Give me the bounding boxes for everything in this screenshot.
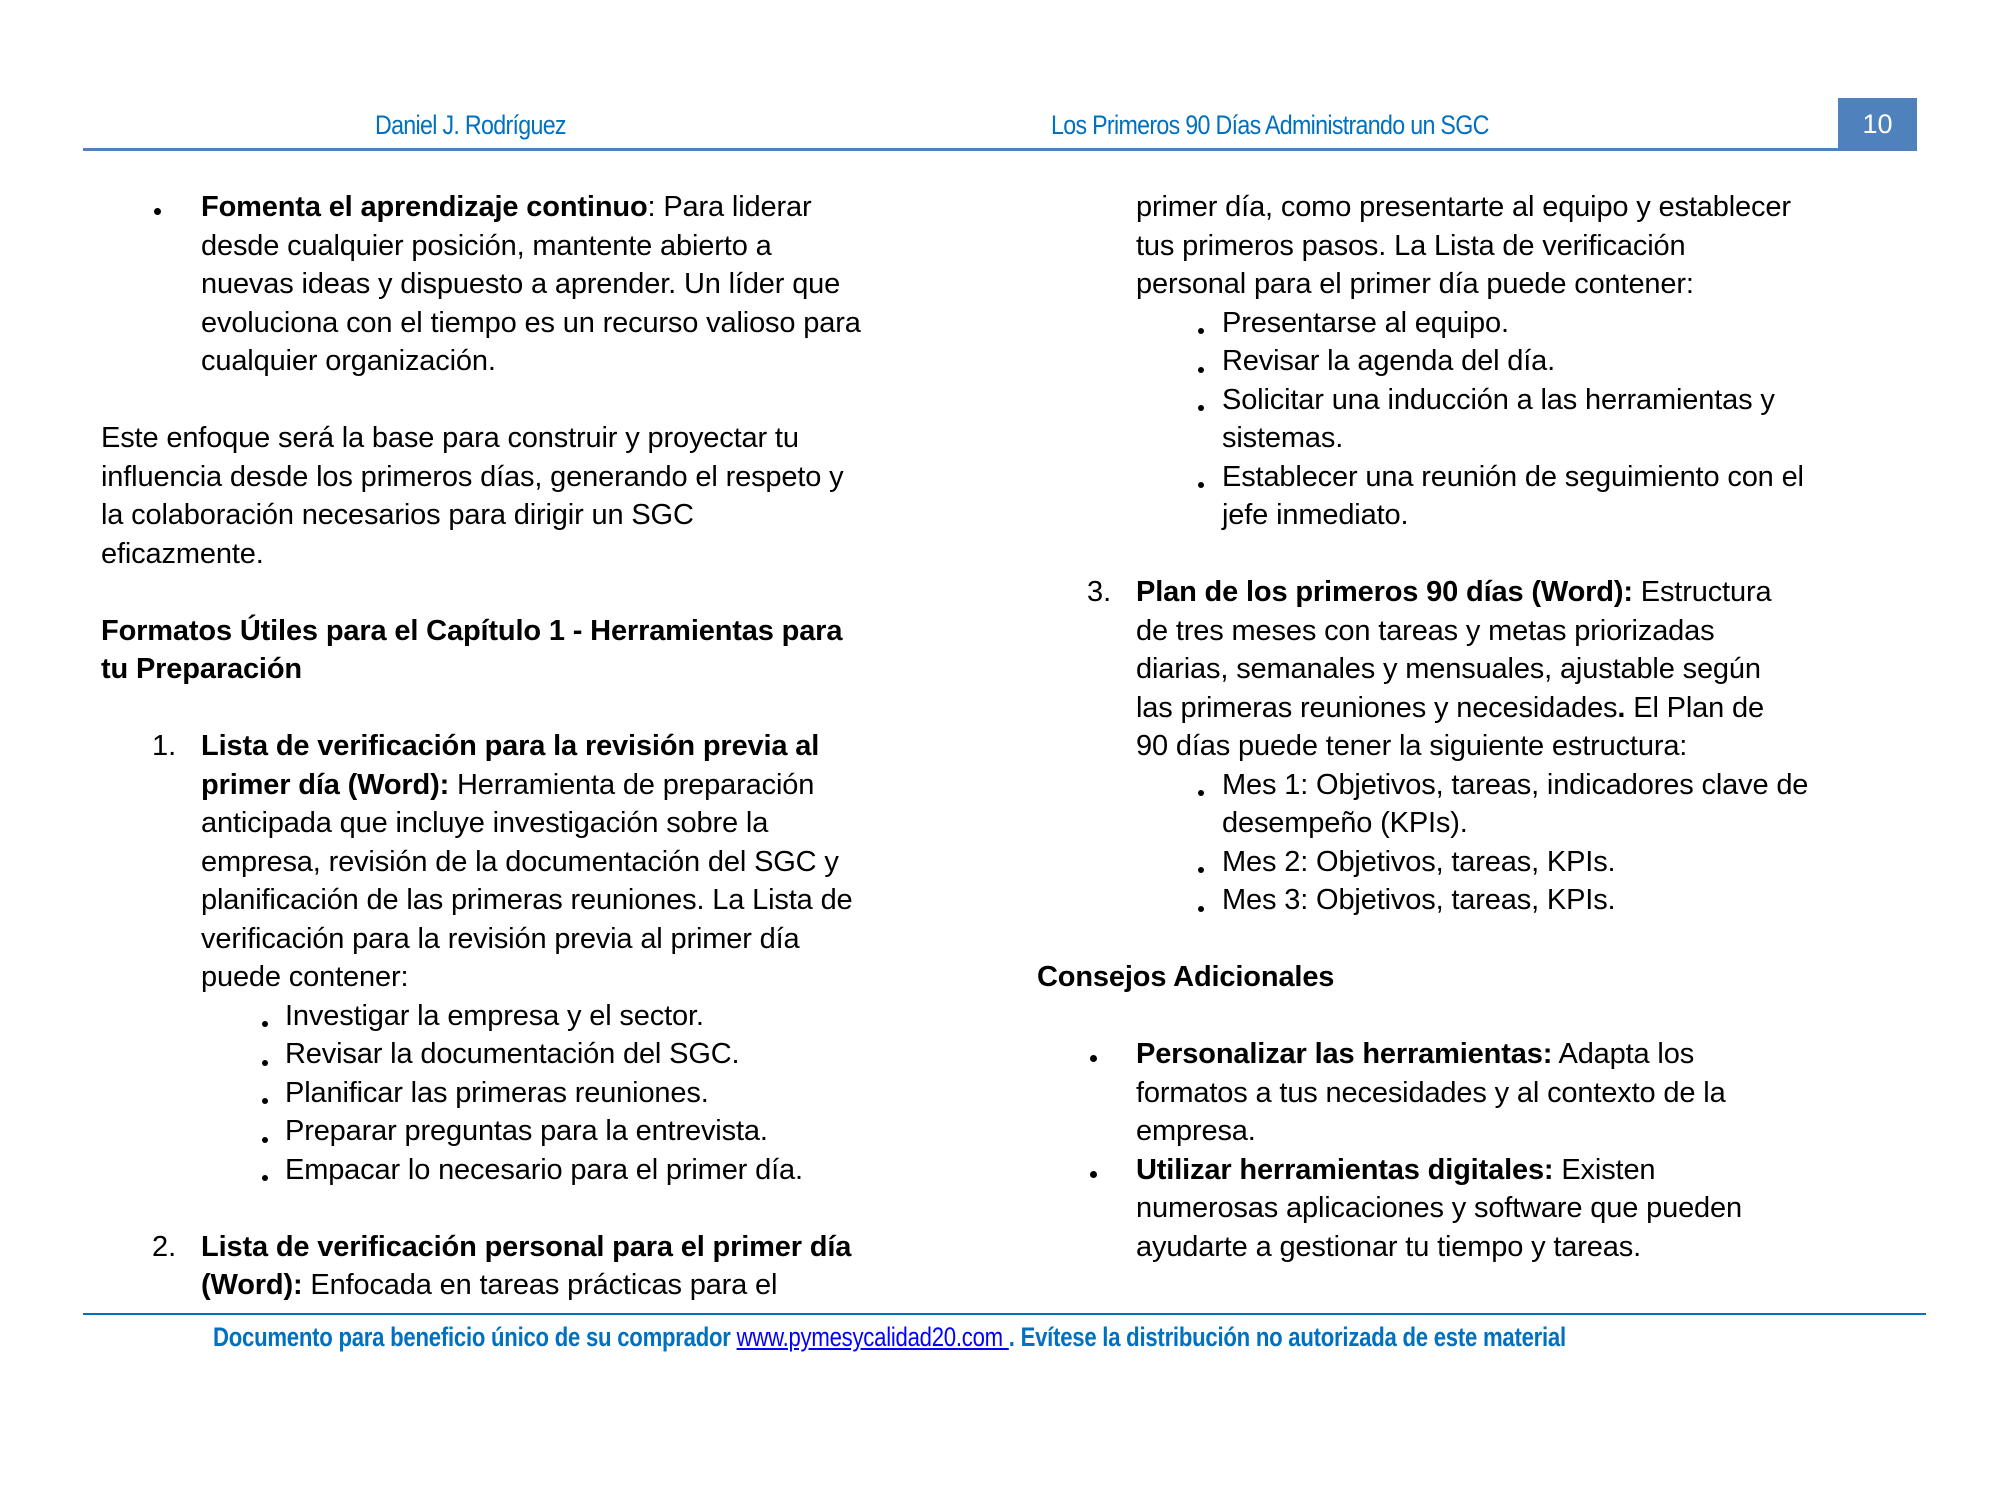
footer-notice: Documento para beneficio único de su comprador www.pymesycalidad20.com . Evítese la distribución no autorizada de este material [213,1322,1566,1352]
tip-item-line: empresa. [1136,1115,1256,1147]
sub-bullet-icon [262,1021,268,1027]
list-item-line: (Word): Enfocada en tareas prácticas para el [201,1269,778,1301]
sub-list-item: Revisar la agenda del día. [1222,345,1556,377]
sub-list-item: Mes 2: Objetivos, tareas, KPIs. [1222,845,1616,878]
list-item-title: Lista de verificación para la revisión previa al [201,730,820,762]
list-item-line: anticipada que incluye investigación sobre la [201,807,769,839]
list-number: 3. [1087,576,1112,608]
section-heading: Formatos Útiles para el Capítulo 1 - Herramientas para [101,614,843,647]
sub-list-item: Presentarse al equipo. [1222,306,1509,339]
bullet-item-line: cualquier organización. [201,345,496,377]
sub-list-item: Solicitar una inducción a las herramientas y [1222,383,1775,416]
tip-item-line: numerosas aplicaciones y software que pueden [1136,1192,1742,1224]
list-item-line: planificación de las primeras reuniones. La Lista de [201,884,853,916]
bullet-icon [1090,1055,1097,1062]
bullet-icon [154,208,161,215]
website-link[interactable]: www.pymesycalidad20.com [736,1322,1009,1352]
sub-list-item: jefe inmediato. [1222,499,1409,531]
bullet-item-line: Fomenta el aprendizaje continuo: Para liderar [201,191,812,223]
sub-list-item: Planificar las primeras reuniones. [285,1076,709,1109]
sub-list-item: Establecer una reunión de seguimiento con el [1222,460,1804,493]
sub-bullet-icon [1198,405,1204,411]
bullet-icon [1090,1171,1097,1178]
paragraph-line: influencia desde los primeros días, generando el respeto y [101,460,844,493]
list-item-line: puede contener: [201,961,409,993]
tip-item-line: formatos a tus necesidades y al contexto de la [1136,1076,1726,1109]
list-item-title: Lista de verificación personal para el primer día [201,1230,852,1263]
sub-list-item: sistemas. [1222,422,1344,454]
sub-bullet-icon [1198,328,1204,334]
sub-list-item: Mes 1: Objetivos, tareas, indicadores clave de [1222,768,1809,801]
page-number-badge: 10 [1838,98,1917,151]
sub-list-item: Investigar la empresa y el sector. [285,999,704,1032]
sub-bullet-icon [1198,867,1204,873]
sub-bullet-icon [262,1060,268,1066]
list-item-line: primer día (Word): Herramienta de preparación [201,768,815,801]
list-item-line: 90 días puede tener la siguiente estructura: [1136,730,1688,762]
list-item-line: de tres meses con tareas y metas priorizadas [1136,614,1715,647]
list-item-line: tus primeros pasos. La Lista de verificación [1136,229,1686,262]
sub-list-item: Empacar lo necesario para el primer día. [285,1153,803,1186]
header-author: Daniel J. Rodríguez [375,110,566,140]
bullet-item-line: desde cualquier posición, mantente abierto a [201,229,772,262]
sub-bullet-icon [1198,367,1204,373]
list-item-line: verificación para la revisión previa al primer día [201,922,800,955]
footer-divider [83,1313,1926,1315]
list-number: 2. [152,1230,177,1263]
sub-bullet-icon [1198,906,1204,912]
tip-item: Utilizar herramientas digitales: Existen [1136,1153,1656,1186]
tip-item: Personalizar las herramientas: Adapta los [1136,1038,1695,1070]
list-number: 1. [152,730,177,762]
paragraph-line: Este enfoque será la base para construir y proyectar tu [101,422,799,454]
sub-bullet-icon [262,1175,268,1181]
sub-bullet-icon [262,1137,268,1143]
sub-bullet-icon [1198,482,1204,488]
list-item-line: las primeras reuniones y necesidades. El Plan de [1136,691,1764,724]
sub-list-item: Preparar preguntas para la entrevista. [285,1115,768,1147]
list-item-line: diarias, semanales y mensuales, ajustable según [1136,653,1761,685]
paragraph-line: eficazmente. [101,537,264,570]
sub-list-item: Revisar la documentación del SGC. [285,1038,740,1070]
sub-list-item: Mes 3: Objetivos, tareas, KPIs. [1222,884,1616,916]
tip-item-line: ayudarte a gestionar tu tiempo y tareas. [1136,1230,1642,1263]
header-book-title: Los Primeros 90 Días Administrando un SGC [1051,110,1489,140]
header-divider [83,148,1838,151]
list-item-line: primer día, como presentarte al equipo y establecer [1136,191,1791,223]
sub-bullet-icon [1198,790,1204,796]
section-heading: Consejos Adicionales [1037,961,1335,993]
list-item-line: empresa, revisión de la documentación del SGC y [201,845,839,878]
sub-list-item: desempeño (KPIs). [1222,807,1468,839]
paragraph-line: la colaboración necesarios para dirigir un SGC [101,499,694,531]
bullet-item-bold: Fomenta el aprendizaje continuo [201,191,648,223]
bullet-item-line: evoluciona con el tiempo es un recurso valioso para [201,306,861,339]
sub-bullet-icon [262,1098,268,1104]
section-heading: tu Preparación [101,653,302,685]
list-item-title: Plan de los primeros 90 días (Word): Estructura [1136,576,1772,608]
list-item-line: personal para el primer día puede contener: [1136,268,1694,300]
bullet-item-line: nuevas ideas y dispuesto a aprender. Un líder que [201,268,841,300]
